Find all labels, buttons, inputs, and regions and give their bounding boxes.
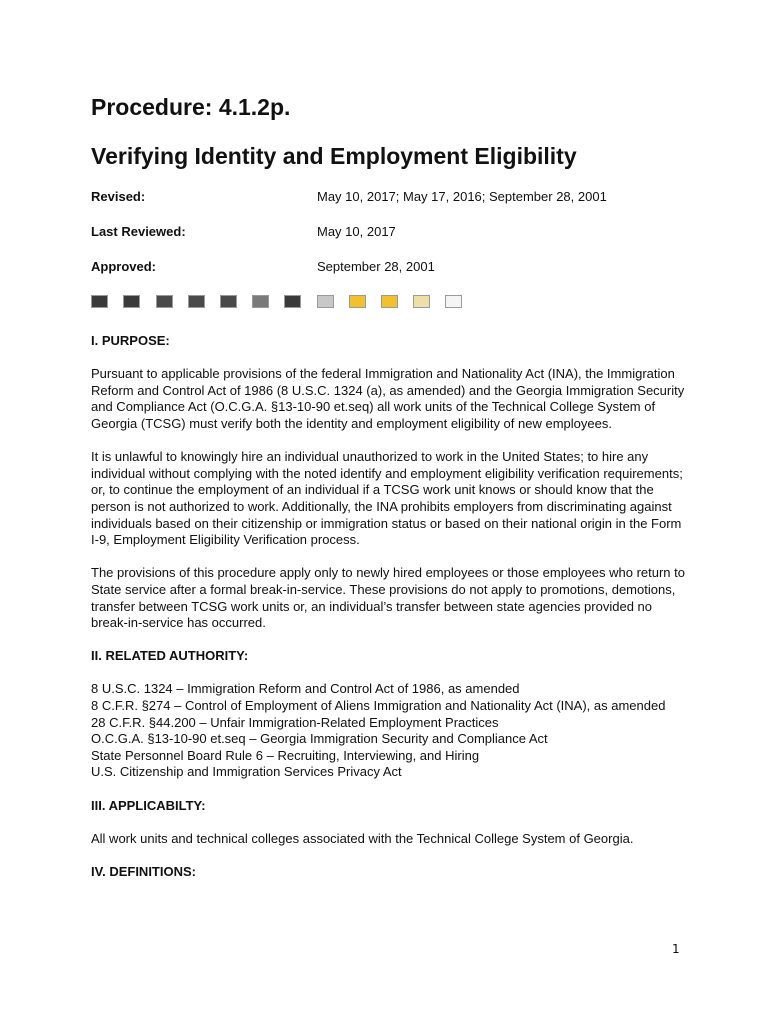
purpose-paragraph-1: Pursuant to applicable provisions of the federal Immigration and Nationality Act (INA), the Immigration Reform and Control Act of 1986 (8 U.S.C. 1324 (a), as amended) and the Georgia Immigration Security and Compliance Act (O.C.G.A. §13-10-90 et.seq) all work units of the Technical College System of Georgia (TCSG) must verify both the identity and employment eligibility of new employees. bbox=[91, 366, 685, 431]
authority-item: State Personnel Board Rule 6 – Recruiting, Interviewing, and Hiring bbox=[91, 747, 480, 763]
color-swatch bbox=[445, 295, 462, 308]
color-swatch bbox=[284, 295, 301, 308]
authority-item: O.C.G.A. §13-10-90 et.seq – Georgia Immigration Security and Compliance Act bbox=[91, 731, 548, 747]
authority-item: 28 C.F.R. §44.200 – Unfair Immigration-Related Employment Practices bbox=[91, 714, 499, 730]
color-swatch bbox=[413, 295, 430, 308]
revised-value: May 10, 2017; May 17, 2016; September 28, 2001 bbox=[317, 189, 607, 204]
procedure-number-title: Procedure: 4.1.2p. bbox=[91, 94, 291, 120]
authority-item: 8 C.F.R. §274 – Control of Employment of Aliens Immigration and Nationality Act (INA), as amended bbox=[91, 698, 666, 714]
last-reviewed-label: Last Reviewed: bbox=[91, 224, 186, 239]
applicability-text: All work units and technical colleges associated with the Technical College System of Georgia. bbox=[91, 830, 634, 846]
authority-item: 8 U.S.C. 1324 – Immigration Reform and Control Act of 1986, as amended bbox=[91, 681, 520, 697]
purpose-heading: I. PURPOSE: bbox=[91, 333, 170, 348]
definitions-heading: IV. DEFINITIONS: bbox=[91, 864, 196, 879]
revised-row bbox=[91, 189, 691, 205]
authority-item: U.S. Citizenship and Immigration Services Privacy Act bbox=[91, 764, 402, 780]
related-authority-list bbox=[91, 681, 691, 781]
related-authority-heading: II. RELATED AUTHORITY: bbox=[91, 648, 249, 664]
purpose-paragraph-2: It is unlawful to knowingly hire an individual unauthorized to work in the United States; to hire any individual without complying with the noted identify and employment eligibility verification requirements; or, to continue the employment of an individual if a TCSG work unit knows or should know that the person is not authorized to work. Additionally, the INA prohibits employers from discriminating against individuals based on their citizenship or immigration status or based on their national origin in the Form I-9, Employment Eligibility Verification process. bbox=[91, 449, 683, 548]
applicability-heading: III. APPLICABILTY: bbox=[91, 797, 206, 813]
color-swatch bbox=[349, 295, 366, 308]
purpose-paragraph-3: The provisions of this procedure apply only to newly hired employees or those employees who return to State service after a formal break-in-service. These provisions do not apply to promotions, demotions, transfer between TCSG work units or, an individual’s transfer between state agencies provided no break-in-service has occurred. bbox=[91, 565, 685, 631]
color-swatch bbox=[220, 295, 237, 308]
revised-label: Revised: bbox=[91, 189, 146, 204]
document-body bbox=[91, 333, 691, 897]
last-reviewed-value: May 10, 2017 bbox=[317, 224, 396, 239]
color-swatch-strip bbox=[91, 295, 471, 309]
approved-row bbox=[91, 259, 691, 275]
color-swatch bbox=[252, 295, 269, 308]
approved-label: Approved: bbox=[91, 259, 156, 274]
color-swatch bbox=[188, 295, 205, 308]
color-swatch bbox=[381, 295, 398, 308]
color-swatch bbox=[317, 295, 334, 308]
last-reviewed-row bbox=[91, 224, 691, 240]
color-swatch bbox=[91, 295, 108, 308]
procedure-title: Verifying Identity and Employment Eligibility bbox=[91, 143, 577, 169]
color-swatch bbox=[123, 295, 140, 308]
approved-value: September 28, 2001 bbox=[317, 259, 435, 274]
color-swatch bbox=[156, 295, 173, 308]
page-number: 1 bbox=[672, 942, 680, 956]
